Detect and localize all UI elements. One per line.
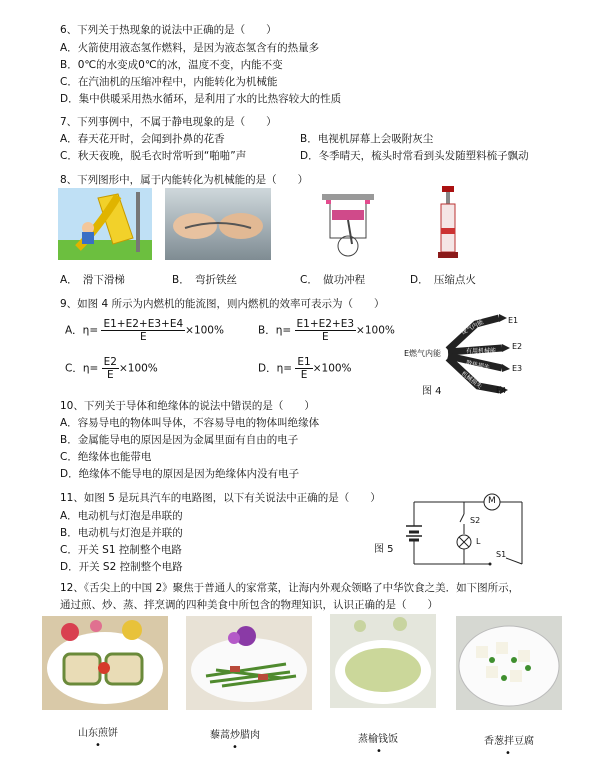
fig4-e2: E2 — [512, 342, 523, 351]
q8-option-c: C． 做功冲程 — [300, 274, 366, 286]
fig5-motor-label: M — [488, 496, 496, 506]
q9-b-tail: ×100% — [356, 324, 395, 337]
q9-d-tail: ×100% — [312, 362, 352, 375]
fig5-s2-label: S2 — [470, 516, 481, 525]
fig4-arrow4-label: 机械损失 — [459, 370, 484, 391]
caption-steamed-elm-seed-rice: 蒸榆钱饭 — [358, 734, 398, 745]
q11-option-b: B．电动机与灯泡是并联的 — [60, 527, 183, 539]
caption-bullet: • — [376, 746, 382, 757]
q7-option-c: C．秋天夜晚，脱毛衣时常听到“啪啪”声 — [60, 150, 247, 162]
caption-bullet: • — [95, 740, 101, 751]
q8-option-b: B． 弯折铁丝 — [172, 274, 237, 286]
q11-option-a: A．电动机与灯泡是串联的 — [60, 510, 183, 522]
fig4-source-label: E燃气内能 — [404, 349, 442, 358]
q9-d-fraction — [295, 356, 312, 381]
q6-option-a: A．火箭使用液态氢作燃料，是因为液态氢含有的热量多 — [60, 42, 320, 54]
figure-5-caption: 图 5 — [374, 544, 394, 555]
q11-option-c: C．开关 S1 控制整个电路 — [60, 544, 182, 556]
q7-option-d: D．冬季晴天，梳头时常看到头发随塑料梳子飘动 — [300, 150, 529, 162]
q9-c-label: C．η= — [65, 362, 99, 375]
q10-option-c: C．绝缘体也能带电 — [60, 451, 152, 463]
q9-a-fraction — [101, 318, 185, 343]
figure-5-circuit — [404, 492, 530, 572]
scallion-tofu-photo — [456, 616, 562, 710]
q9-b-label: B．η= — [258, 324, 292, 337]
q8-option-a: A． 滑下滑梯 — [60, 274, 125, 286]
artemisia-bacon-photo — [186, 616, 312, 710]
q9-option-b — [258, 318, 395, 343]
q9-option-a — [65, 318, 224, 343]
caption-bullet: • — [232, 742, 238, 753]
caption-shandong-pancake: 山东煎饼 — [78, 728, 118, 739]
q9-option-d — [258, 356, 352, 381]
q9-a-label: A．η= — [65, 324, 99, 337]
q9-stem: 9、如图 4 所示为内燃机的能流图，则内燃机的效率可表示为（ ） — [60, 298, 385, 310]
q11-option-d: D．开关 S2 控制整个电路 — [60, 561, 183, 573]
q9-b-fraction — [295, 318, 357, 343]
q7-option-b: B．电视机屏幕上会吸附灰尘 — [300, 133, 434, 145]
bending-wire-picture — [165, 188, 271, 260]
q9-b-denominator: E — [321, 331, 329, 343]
q9-d-denominator: E — [300, 369, 308, 381]
caption-scallion-tofu: 香葱拌豆腐 — [484, 736, 534, 747]
q8-option-d: D． 压缩点火 — [410, 274, 476, 286]
q10-stem: 10、下列关于导体和绝缘体的说法中错误的是（ ） — [60, 400, 315, 412]
q9-d-label: D．η= — [258, 362, 293, 375]
fig4-arrow3-label: 散热损失 — [465, 359, 491, 372]
q9-a-denominator: E — [139, 331, 147, 343]
q9-b-numerator: E1+E2+E3 — [296, 318, 355, 330]
q9-a-numerator: E1+E2+E3+E4 — [103, 318, 184, 330]
q10-option-a: A．容易导电的物体叫导体，不容易导电的物体叫绝缘体 — [60, 417, 320, 429]
q10-option-d: D．绝缘体不能导电的原因是因为绝缘体内没有电子 — [60, 468, 300, 480]
figure-4-caption: 图 4 — [422, 386, 442, 397]
q6-option-b: B．0℃的水变成0℃的冰，温度不变，内能不变 — [60, 59, 283, 71]
q6-option-c: C．在汽油机的压缩冲程中，内能转化为机械能 — [60, 76, 278, 88]
q9-d-numerator: E1 — [297, 356, 311, 368]
fig5-lamp-label: L — [476, 537, 481, 546]
q6-option-d: D．集中供暖采用热水循环，是利用了水的比热容较大的性质 — [60, 93, 342, 105]
fig4-arrow1-label: 废气内能 — [460, 318, 485, 337]
power-stroke-diagram — [318, 190, 378, 260]
q9-c-fraction — [102, 356, 119, 381]
fig5-s1-label: S1 — [496, 550, 507, 559]
fig4-e3: E3 — [512, 364, 523, 373]
caption-artemisia-bacon: 藜蒿炒腊肉 — [210, 730, 260, 741]
fig4-e1: E1 — [508, 316, 519, 325]
q9-c-denominator: E — [106, 369, 114, 381]
q6-stem: 6、下列关于热现象的说法中正确的是（ ） — [60, 24, 277, 36]
q7-option-a: A．春天花开时，会闻到扑鼻的花香 — [60, 133, 225, 145]
q9-c-numerator: E2 — [103, 356, 117, 368]
fig4-e4: E4 — [496, 386, 507, 395]
q12-stem-line2: 通过煎、炒、蒸、拌烹调的四种美食中所包含的物理知识，认识正确的是（ ） — [60, 599, 438, 611]
compression-ignition-tube — [432, 186, 464, 262]
steamed-elm-seed-rice-photo — [330, 614, 436, 708]
q7-stem: 7、下列事例中，不属于静电现象的是（ ） — [60, 116, 277, 128]
caption-bullet: • — [505, 748, 511, 759]
q11-stem: 11、如图 5 是玩具汽车的电路图，以下有关说法中正确的是（ ） — [60, 492, 381, 504]
q9-a-tail: ×100% — [185, 324, 224, 337]
q9-option-c — [65, 356, 158, 381]
q8-stem: 8、下列图形中，属于内能转化为机械能的是（ ） — [60, 174, 309, 186]
shandong-pancake-photo — [42, 616, 168, 710]
q10-option-b: B．金属能导电的原因是因为金属里面有自由的电子 — [60, 434, 299, 446]
fig4-arrow2-label: 有用机械能 — [466, 348, 497, 355]
q9-c-tail: ×100% — [118, 362, 158, 375]
slide-picture — [58, 188, 152, 260]
q12-stem-line1: 12、《舌尖上的中国 2》聚焦于普通人的家常菜，让海内外观众领略了中华饮食之美．如下图所示， — [60, 582, 520, 594]
